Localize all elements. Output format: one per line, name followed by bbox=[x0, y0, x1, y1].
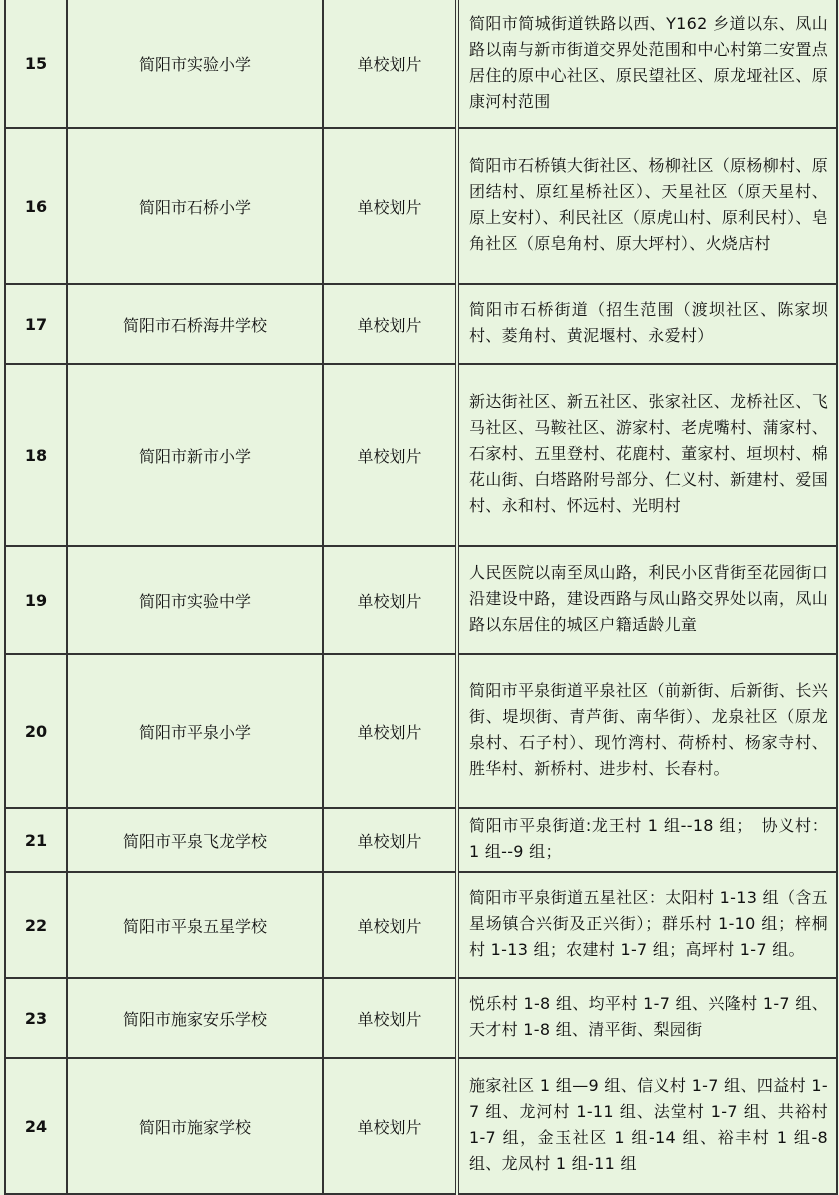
school-district-table bbox=[4, 0, 838, 1195]
row-number: 22 bbox=[5, 872, 67, 978]
enrollment-range: 简阳市简城街道铁路以西、Y162 乡道以东、凤山路以南与新市街道交界处范围和中心村第二安置点居住的原中心社区、原民望社区、原龙垭社区、原康河村范围 bbox=[457, 0, 837, 128]
table-row bbox=[5, 546, 837, 654]
table-row bbox=[5, 364, 837, 546]
enrollment-range: 简阳市平泉街道平泉社区（前新街、后新街、长兴街、堤坝街、青芦街、南华街）、龙泉社区（原龙泉村、石子村）、现竹湾村、荷桥村、杨家寺村、胜华村、新桥村、进步村、长春村。 bbox=[457, 654, 837, 808]
table-row bbox=[5, 654, 837, 808]
assignment-type: 单校划片 bbox=[323, 872, 457, 978]
table-row bbox=[5, 808, 837, 872]
school-name: 简阳市平泉飞龙学校 bbox=[67, 808, 323, 872]
enrollment-range: 简阳市石桥街道（招生范围（渡坝社区、陈家坝村、菱角村、黄泥堰村、永爱村） bbox=[457, 284, 837, 364]
school-name: 简阳市石桥海井学校 bbox=[67, 284, 323, 364]
table-row bbox=[5, 284, 837, 364]
row-number: 16 bbox=[5, 128, 67, 284]
assignment-type: 单校划片 bbox=[323, 978, 457, 1058]
row-number: 24 bbox=[5, 1058, 67, 1194]
school-name: 简阳市新市小学 bbox=[67, 364, 323, 546]
assignment-type: 单校划片 bbox=[323, 128, 457, 284]
row-number: 15 bbox=[5, 0, 67, 128]
row-number: 17 bbox=[5, 284, 67, 364]
assignment-type: 单校划片 bbox=[323, 808, 457, 872]
table-row bbox=[5, 978, 837, 1058]
school-name: 简阳市施家学校 bbox=[67, 1058, 323, 1194]
assignment-type: 单校划片 bbox=[323, 0, 457, 128]
assignment-type: 单校划片 bbox=[323, 546, 457, 654]
table-row bbox=[5, 1058, 837, 1194]
school-name: 简阳市平泉五星学校 bbox=[67, 872, 323, 978]
school-name: 简阳市施家安乐学校 bbox=[67, 978, 323, 1058]
enrollment-range: 简阳市石桥镇大街社区、杨柳社区（原杨柳村、原团结村、原红星桥社区）、天星社区（原天星村、原上安村）、利民社区（原虎山村、原利民村）、皂角社区（原皂角村、原大坪村）、火烧店村 bbox=[457, 128, 837, 284]
row-number: 18 bbox=[5, 364, 67, 546]
assignment-type: 单校划片 bbox=[323, 284, 457, 364]
assignment-type: 单校划片 bbox=[323, 1058, 457, 1194]
school-name: 简阳市平泉小学 bbox=[67, 654, 323, 808]
enrollment-range: 人民医院以南至凤山路，利民小区背街至花园街口沿建设中路，建设西路与凤山路交界处以南，凤山路以东居住的城区户籍适龄儿童 bbox=[457, 546, 837, 654]
school-name: 简阳市石桥小学 bbox=[67, 128, 323, 284]
enrollment-range: 施家社区 1 组—9 组、信义村 1-7 组、四益村 1-7 组、龙河村 1-11 组、法堂村 1-7 组、共裕村 1-7 组，金玉社区 1 组-14 组、裕丰村 1 组-8 组、龙凤村 1 组-11 组 bbox=[457, 1058, 837, 1194]
table-row bbox=[5, 128, 837, 284]
row-number: 23 bbox=[5, 978, 67, 1058]
enrollment-range: 简阳市平泉街道五星社区：太阳村 1-13 组（含五星场镇合兴街及正兴街）；群乐村 1-10 组；梓桐村 1-13 组；农建村 1-7 组；高坪村 1-7 组。 bbox=[457, 872, 837, 978]
school-name: 简阳市实验中学 bbox=[67, 546, 323, 654]
enrollment-range: 悦乐村 1-8 组、均平村 1-7 组、兴隆村 1-7 组、天才村 1-8 组、清平街、梨园街 bbox=[457, 978, 837, 1058]
table-row bbox=[5, 872, 837, 978]
row-number: 19 bbox=[5, 546, 67, 654]
enrollment-range: 新达街社区、新五社区、张家社区、龙桥社区、飞马社区、马鞍社区、游家村、老虎嘴村、蒲家村、石家村、五里登村、花鹿村、董家村、垣坝村、棉花山街、白塔路附号部分、仁义村、新建村、爱国村、永和村、怀远村、光明村 bbox=[457, 364, 837, 546]
table-row bbox=[5, 0, 837, 128]
row-number: 21 bbox=[5, 808, 67, 872]
row-number: 20 bbox=[5, 654, 67, 808]
enrollment-range: 简阳市平泉街道:龙王村 1 组--18 组； 协义村：1 组--9 组； bbox=[457, 808, 837, 872]
assignment-type: 单校划片 bbox=[323, 364, 457, 546]
school-name: 简阳市实验小学 bbox=[67, 0, 323, 128]
assignment-type: 单校划片 bbox=[323, 654, 457, 808]
